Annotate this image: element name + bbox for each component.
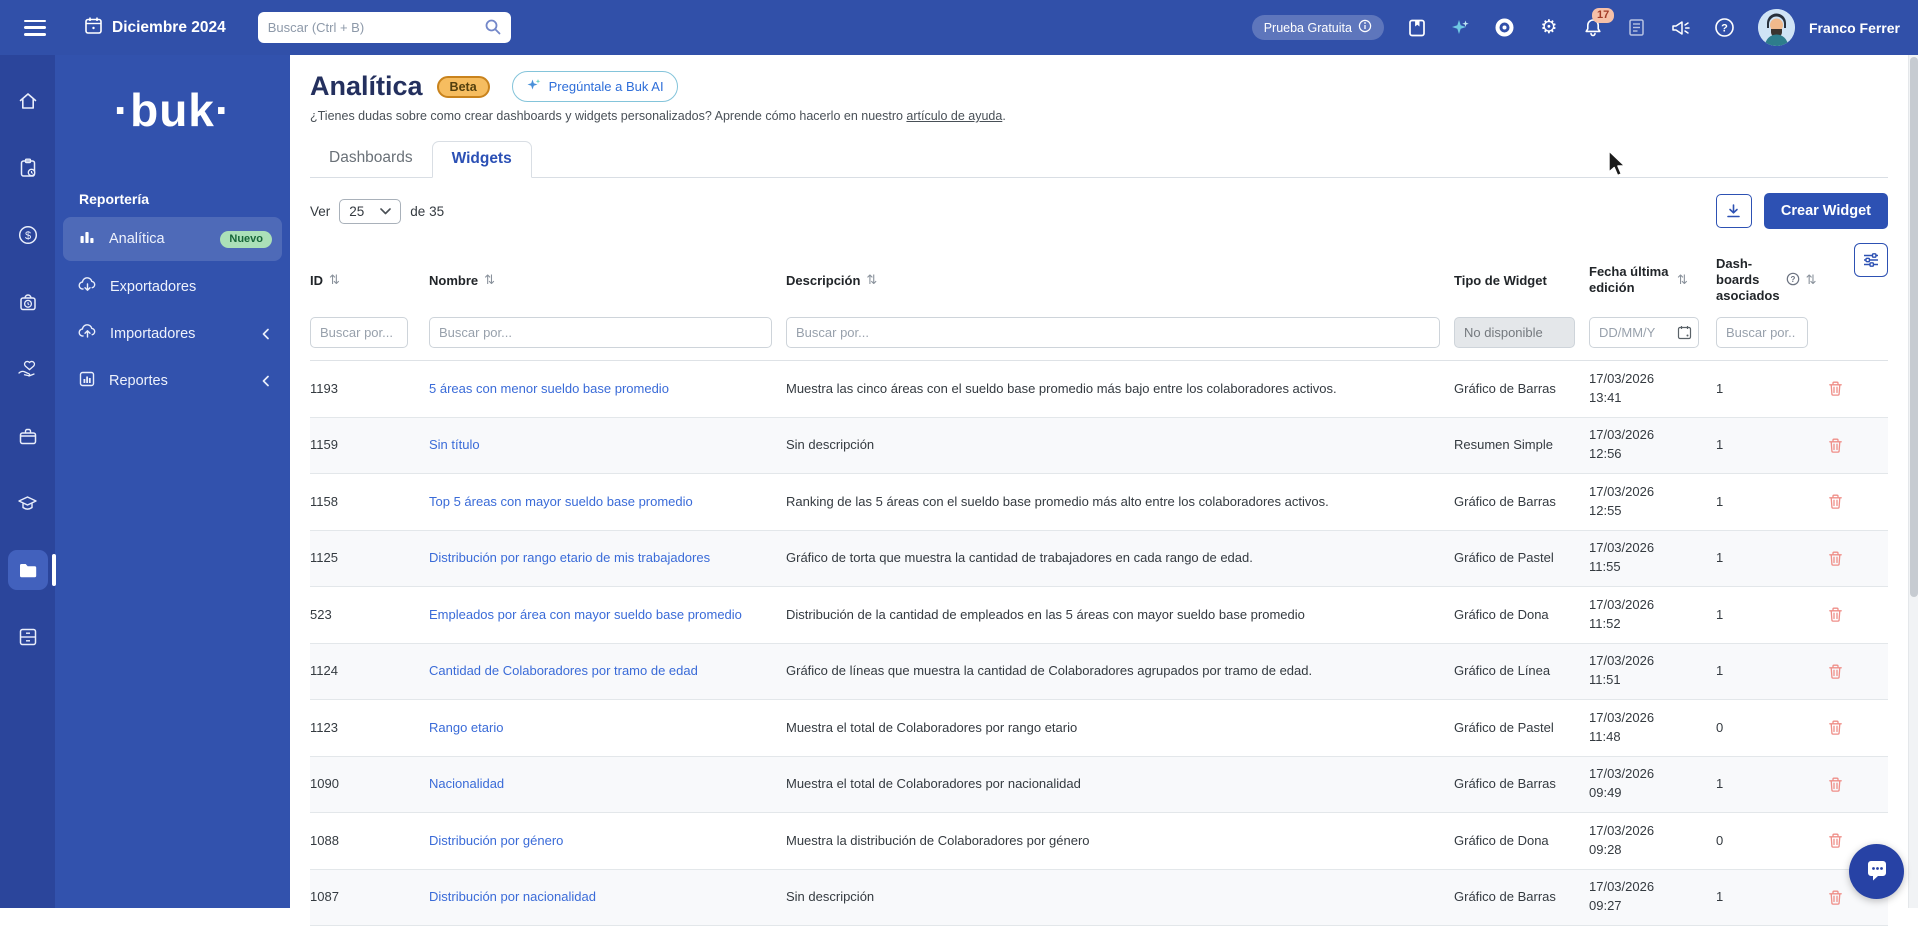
table-toolbar [310, 193, 1888, 229]
sort-icon[interactable]: ⇅ [1806, 272, 1817, 288]
rail-payroll-icon[interactable] [8, 215, 48, 255]
widget-edited: 17/03/2026 09:28 [1589, 822, 1716, 860]
widget-description: Sin descripción [786, 436, 1454, 454]
table-row [310, 474, 1888, 531]
sidebar-item-exportadores[interactable] [63, 265, 282, 308]
help-article-link[interactable]: artículo de ayuda [906, 109, 1002, 123]
col-header-nombre[interactable]: Nombre ⇅ [429, 272, 786, 288]
svg-text:$: $ [24, 230, 30, 242]
trash-icon [1827, 719, 1844, 736]
widget-name-link[interactable]: Distribución por nacionalidad [429, 889, 596, 904]
widget-dashboards-count: 1 [1716, 436, 1812, 454]
rail-attendance-icon[interactable] [8, 148, 48, 188]
period-label: Diciembre 2024 [112, 19, 226, 37]
widgets-table [310, 243, 1888, 926]
rail-vacations-icon[interactable] [8, 282, 48, 322]
widget-type: Resumen Simple [1454, 436, 1589, 454]
main-content [290, 55, 1918, 908]
sidebar-item-label: Exportadores [110, 279, 196, 295]
beta-badge: Beta [437, 76, 490, 98]
sort-icon[interactable]: ⇅ [1677, 272, 1688, 288]
menu-toggle-icon[interactable] [24, 20, 46, 36]
sidebar-item-label: Reportes [109, 373, 168, 389]
table-body [310, 361, 1888, 926]
rail-home-icon[interactable] [8, 81, 48, 121]
widget-dashboards-count: 1 [1716, 606, 1812, 624]
widget-name-link[interactable]: Top 5 áreas con mayor sueldo base promedio [429, 494, 693, 509]
widget-edited: 17/03/2026 11:51 [1589, 652, 1716, 690]
table-row [310, 361, 1888, 418]
trash-icon [1827, 832, 1844, 849]
widget-description: Ranking de las 5 áreas con el sueldo base promedio más alto entre los colaboradores activos. [786, 493, 1454, 511]
create-widget-button[interactable]: Crear Widget [1764, 193, 1888, 229]
widget-id: 1125 [310, 549, 429, 567]
chat-widget-button[interactable] [1849, 844, 1904, 899]
bar-chart-icon [78, 228, 96, 250]
widget-id: 1087 [310, 888, 429, 906]
table-row [310, 757, 1888, 814]
table-row [310, 644, 1888, 701]
widget-type: Gráfico de Barras [1454, 493, 1589, 511]
status-circle-icon[interactable] [1494, 17, 1516, 39]
filter-descripcion-input[interactable] [786, 317, 1440, 348]
widget-dashboards-count: 1 [1716, 775, 1812, 793]
sidebar [55, 55, 290, 908]
widget-description: Sin descripción [786, 888, 1454, 906]
notifications-bell-icon[interactable] [1582, 17, 1604, 39]
filter-fecha-input[interactable] [1589, 317, 1699, 348]
trash-icon [1827, 550, 1844, 567]
period-selector[interactable] [84, 16, 226, 40]
trash-icon [1827, 889, 1844, 906]
delete-widget-button[interactable] [1820, 543, 1850, 573]
filter-dashboards-input[interactable] [1716, 317, 1808, 348]
changelog-icon[interactable] [1626, 17, 1648, 39]
widget-description: Muestra el total de Colaboradores por nacionalidad [786, 775, 1454, 793]
nuevo-badge: Nuevo [220, 231, 272, 248]
widget-dashboards-count: 0 [1716, 719, 1812, 737]
widget-edited: 17/03/2026 11:48 [1589, 709, 1716, 747]
widget-type: Gráfico de Barras [1454, 775, 1589, 793]
trial-badge[interactable] [1252, 15, 1384, 40]
trash-icon [1827, 437, 1844, 454]
widget-type: Gráfico de Barras [1454, 888, 1589, 906]
widget-id: 1159 [310, 436, 429, 454]
widget-type: Gráfico de Dona [1454, 606, 1589, 624]
table-row [310, 587, 1888, 644]
sidebar-item-importadores[interactable] [63, 312, 282, 355]
widget-type: Gráfico de Pastel [1454, 549, 1589, 567]
widget-dashboards-count: 0 [1716, 832, 1812, 850]
widget-edited: 17/03/2026 12:55 [1589, 483, 1716, 521]
search-input[interactable] [258, 12, 511, 43]
trash-icon [1827, 493, 1844, 510]
widget-dashboards-count: 1 [1716, 549, 1812, 567]
rail-talent-icon[interactable] [8, 416, 48, 456]
show-label: Ver [310, 204, 330, 219]
table-row [310, 418, 1888, 475]
sidebar-item-analitica[interactable] [63, 217, 282, 261]
chevron-left-icon[interactable] [260, 327, 272, 341]
search-icon[interactable] [484, 18, 502, 41]
widget-id: 1158 [310, 493, 429, 511]
filter-nombre-input[interactable] [429, 317, 772, 348]
rail-reports-icon[interactable] [8, 550, 48, 590]
download-icon [1725, 203, 1742, 219]
download-button[interactable] [1716, 194, 1752, 228]
rail-training-icon[interactable] [8, 483, 48, 523]
col-header-fecha[interactable]: Fecha última edición ⇅ [1589, 264, 1716, 297]
widget-type: Gráfico de Pastel [1454, 719, 1589, 737]
trash-icon [1827, 606, 1844, 623]
widget-dashboards-count: 1 [1716, 662, 1812, 680]
delete-widget-button[interactable] [1820, 826, 1850, 856]
icon-rail [0, 55, 55, 908]
ask-buk-ai-button[interactable]: Pregúntale a Buk AI [512, 71, 678, 102]
widget-description: Muestra el total de Colaboradores por rango etario [786, 719, 1454, 737]
topbar-actions [1252, 9, 1918, 46]
widget-dashboards-count: 1 [1716, 888, 1812, 906]
widget-description: Muestra las cinco áreas con el sueldo base promedio más bajo entre los colaboradores activos. [786, 380, 1454, 398]
chat-icon [1864, 859, 1890, 885]
delete-widget-button[interactable] [1820, 430, 1850, 460]
widget-name-link[interactable]: Cantidad de Colaboradores por tramo de edad [429, 663, 698, 678]
delete-widget-button[interactable] [1820, 600, 1850, 630]
widget-name-link[interactable]: Nacionalidad [429, 776, 504, 791]
chevron-down-icon [380, 208, 391, 215]
widget-type: Gráfico de Línea [1454, 662, 1589, 680]
trash-icon [1827, 776, 1844, 793]
notification-count-badge: 17 [1592, 8, 1614, 23]
widget-name-link[interactable]: Sin título [429, 437, 480, 452]
delete-widget-button[interactable] [1820, 374, 1850, 404]
widget-name-link[interactable]: Distribución por rango etario de mis trabajadores [429, 550, 710, 565]
filter-id-input[interactable] [310, 317, 408, 348]
sidebar-item-reportes[interactable] [63, 359, 282, 403]
table-filter-row [310, 317, 1888, 361]
delete-widget-button[interactable] [1820, 656, 1850, 686]
widget-type: Gráfico de Dona [1454, 832, 1589, 850]
widget-description: Distribución de la cantidad de empleados en las 5 áreas con mayor sueldo base promedio [786, 606, 1454, 624]
widget-id: 1123 [310, 719, 429, 737]
widget-edited: 17/03/2026 11:52 [1589, 596, 1716, 634]
svg-text:?: ? [1722, 23, 1729, 35]
topbar [0, 0, 1918, 55]
widget-edited: 17/03/2026 12:56 [1589, 426, 1716, 464]
col-header-id[interactable]: ID ⇅ [310, 272, 429, 288]
widget-id: 1090 [310, 775, 429, 793]
tab-bar [310, 140, 1888, 178]
widget-id: 523 [310, 606, 429, 624]
bookmark-icon[interactable] [1406, 17, 1428, 39]
widget-dashboards-count: 1 [1716, 493, 1812, 511]
user-avatar[interactable] [1758, 9, 1795, 46]
table-row [310, 700, 1888, 757]
table-row [310, 813, 1888, 870]
widget-description: Gráfico de líneas que muestra la cantidad de Colaboradores agrupados por tramo de edad. [786, 662, 1454, 680]
rail-admin-icon[interactable] [8, 617, 48, 657]
widget-type: Gráfico de Barras [1454, 380, 1589, 398]
col-header-descripcion[interactable]: Descripción ⇅ [786, 272, 1454, 288]
widget-description: Muestra la distribución de Colaboradores por género [786, 832, 1454, 850]
rail-benefits-icon[interactable] [8, 349, 48, 389]
widget-name-link[interactable]: 5 áreas con menor sueldo base promedio [429, 381, 669, 396]
settings-gear-icon[interactable]: ⚙ [1538, 17, 1560, 39]
sort-icon[interactable]: ⇅ [484, 272, 495, 288]
widget-description: Gráfico de torta que muestra la cantidad de trabajadores en cada rango de edad. [786, 549, 1454, 567]
table-header-row [310, 243, 1888, 317]
calendar-icon [84, 16, 103, 40]
page-title: Analítica [310, 71, 423, 102]
widget-id: 1088 [310, 832, 429, 850]
sidebar-section-title: Reportería [79, 191, 290, 207]
widget-id: 1193 [310, 380, 429, 398]
widget-edited: 17/03/2026 13:41 [1589, 370, 1716, 408]
sort-icon[interactable]: ⇅ [329, 272, 340, 288]
user-name[interactable]: Franco Ferrer [1809, 20, 1900, 36]
col-header-tipo: Tipo de Widget [1454, 273, 1589, 288]
help-icon[interactable] [1714, 17, 1736, 39]
report-chart-icon [78, 370, 96, 392]
trash-icon [1827, 663, 1844, 680]
trash-icon [1827, 380, 1844, 397]
widget-edited: 17/03/2026 09:49 [1589, 765, 1716, 803]
svg-text:?: ? [1790, 275, 1795, 284]
widget-edited: 17/03/2026 11:55 [1589, 539, 1716, 577]
tab-dashboards[interactable]: Dashboards [310, 141, 432, 178]
cloud-upload-icon [78, 323, 97, 344]
widget-edited: 17/03/2026 09:27 [1589, 878, 1716, 916]
help-circle-icon[interactable] [1786, 272, 1800, 289]
widget-id: 1124 [310, 662, 429, 680]
scrollbar-thumb[interactable] [1910, 57, 1918, 597]
total-count-label: de 35 [410, 204, 444, 219]
delete-widget-button[interactable] [1820, 487, 1850, 517]
widget-name-link[interactable]: Distribución por género [429, 833, 563, 848]
tab-widgets[interactable]: Widgets [432, 141, 532, 178]
sliders-icon [1862, 251, 1880, 269]
sparkle-icon [526, 77, 542, 96]
sort-icon[interactable]: ⇅ [866, 272, 877, 288]
page-size-select[interactable]: 25 [339, 199, 401, 224]
announcements-megaphone-icon[interactable] [1670, 17, 1692, 39]
info-icon [1358, 19, 1372, 36]
sidebar-item-label: Analítica [109, 231, 165, 247]
widget-dashboards-count: 1 [1716, 380, 1812, 398]
delete-widget-button[interactable] [1820, 713, 1850, 743]
help-text: ¿Tienes dudas sobre como crear dashboards y widgets personalizados? Aprende cómo hacerlo en nuestro artículo de ayuda. [310, 109, 1888, 123]
table-row [310, 870, 1888, 926]
cloud-download-icon [78, 276, 97, 297]
widget-name-link[interactable]: Rango etario [429, 720, 503, 735]
col-header-dashboards[interactable]: Dash-boards asociados ? ⇅ [1716, 256, 1812, 305]
buk-ai-sparkle-icon[interactable] [1450, 17, 1472, 39]
sidebar-item-label: Importadores [110, 326, 195, 342]
trial-label: Prueba Gratuita [1264, 21, 1352, 35]
table-row [310, 531, 1888, 588]
delete-widget-button[interactable] [1820, 769, 1850, 799]
buk-logo: ·buk· [55, 83, 290, 137]
global-search [258, 12, 511, 43]
column-settings-button[interactable] [1854, 243, 1888, 277]
chevron-left-icon[interactable] [260, 374, 272, 388]
widget-name-link[interactable]: Empleados por área con mayor sueldo base promedio [429, 607, 742, 622]
scrollbar-track[interactable] [1908, 55, 1918, 908]
filter-tipo-input [1454, 317, 1575, 348]
